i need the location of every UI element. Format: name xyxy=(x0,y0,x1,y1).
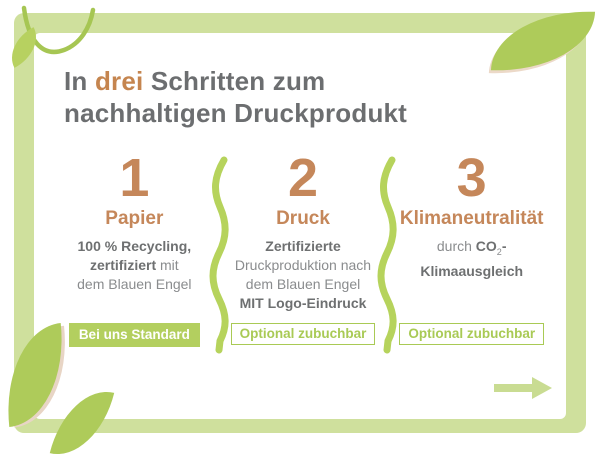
step-1-title: Papier xyxy=(105,208,164,229)
step-1-badge-row xyxy=(62,323,207,347)
step-2-badge-row xyxy=(231,323,376,345)
step-3-line1-regular: durch xyxy=(436,238,476,254)
title-post: Schritten zum xyxy=(143,66,326,96)
step-2-status-badge: Optional zubuchbar xyxy=(231,323,376,345)
step-1-paper xyxy=(62,149,207,354)
step-2-line1: Zertifizierte xyxy=(265,238,341,254)
step-3-status-badge: Optional zubuchbar xyxy=(399,323,544,345)
step-1-status-badge: Bei uns Standard xyxy=(69,323,200,347)
step-2-line2: Druckproduktion nach xyxy=(234,257,372,273)
step-2-description xyxy=(231,237,376,313)
step-1-number: 1 xyxy=(119,148,150,208)
next-arrow-icon[interactable] xyxy=(494,376,554,400)
title-line2: nachhaltigen Druckprodukt xyxy=(64,98,408,128)
step-3-climate xyxy=(399,149,544,354)
step-3-line2: Klimaausgleich xyxy=(420,262,524,279)
step-2-print xyxy=(231,149,376,354)
steps-row xyxy=(62,149,544,355)
step-3-description xyxy=(399,237,544,281)
page-title xyxy=(64,65,407,129)
step-3-hyphen: - xyxy=(501,238,507,254)
title-pre: In xyxy=(64,66,95,96)
content-card xyxy=(34,33,566,419)
step-3-badge-row xyxy=(399,323,544,345)
step-2-line4: MIT Logo-Eindruck xyxy=(239,295,367,311)
step-1-line1: 100 % Recycling, xyxy=(77,238,192,254)
wavy-divider-1 xyxy=(207,155,231,355)
step-3-co-subscript: 2 xyxy=(496,246,502,257)
step-1-description xyxy=(62,237,207,294)
step-1-line2-bold: zertifiziert xyxy=(89,257,157,273)
step-2-line3: dem Blauen Engel xyxy=(245,276,361,292)
step-2-title: Druck xyxy=(276,208,330,229)
title-highlight: drei xyxy=(94,66,144,96)
wavy-divider-2 xyxy=(375,155,399,355)
step-1-line2-regular: mit xyxy=(156,257,179,273)
step-3-title: Klimaneutralität xyxy=(399,208,544,229)
step-3-number: 3 xyxy=(456,148,487,208)
step-2-number: 2 xyxy=(287,148,319,208)
step-3-co-label: CO xyxy=(475,238,497,254)
step-1-line3: dem Blauen Engel xyxy=(77,276,192,292)
